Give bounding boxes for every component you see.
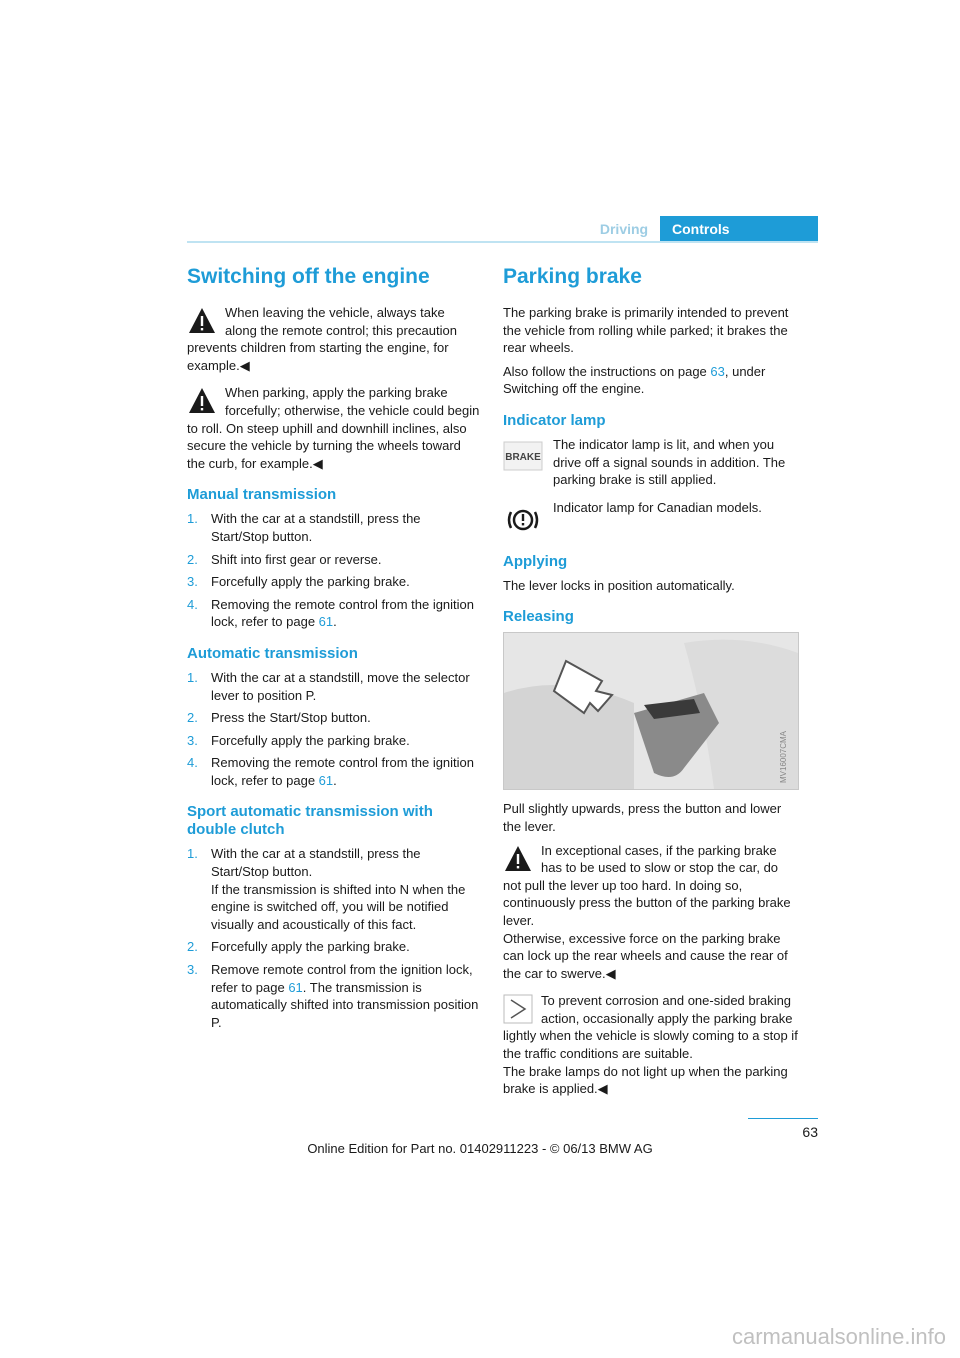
step-text: Remove remote control from the ignition lock, refer to page [211, 962, 473, 995]
indicator-lamp-text: The indicator lamp is lit, and when you drive off a signal sounds in addition. The parking brake is still applied. [553, 436, 786, 488]
watermark: carmanualsonline.info [731, 1324, 946, 1349]
step-number: 3. [187, 574, 198, 590]
indicator-lamp-row [503, 436, 799, 489]
page-reference-link[interactable]: 61 [318, 772, 334, 788]
canadian-brake-lamp-icon [503, 499, 543, 539]
list-item [187, 551, 480, 569]
photo-code: MV16007CMA [779, 731, 788, 784]
header-rule [187, 241, 818, 243]
step-text-extra: If the transmission is shifted into N when the engine is switched off, you will be notified visually and acoustically of this fact. [211, 881, 466, 932]
page-number: 63 [802, 1124, 818, 1140]
section-title-switching-off: Switching off the engine [187, 265, 430, 288]
heading-indicator-lamp: Indicator lamp [503, 411, 606, 429]
heading-releasing: Releasing [503, 608, 574, 626]
tip-text: To prevent corrosion and one-sided braking action, occasionally apply the parking brake lightly when the vehicle is slowly coming to a stop if the traffic conditions are suitable. [503, 993, 798, 1062]
intro-text: The parking brake is primarily intended to prevent the vehicle from rolling while parked; it brakes the rear wheels. [503, 305, 789, 356]
applying-text: The lever locks in position automatically. [503, 577, 735, 593]
step-number: 2. [187, 551, 198, 567]
releasing-text: Pull slightly upwards, press the button and lower the lever. [503, 801, 782, 834]
step-number: 2. [187, 939, 198, 955]
list-item [187, 732, 480, 750]
step-text: Removing the remote control from the ignition lock, refer to page [211, 596, 475, 630]
list-item [187, 961, 480, 1031]
page-number-rule [748, 1118, 818, 1119]
warning-icon [503, 844, 533, 874]
tip-note-corrosion [503, 992, 799, 1098]
heading-sport-automatic: Sport automatic transmission with double clutch [187, 803, 433, 839]
warning-note-remote [187, 304, 480, 374]
step-text-end: . [333, 614, 337, 630]
warning-text: When leaving the vehicle, always take along the remote control; this precaution prevents children from starting the engine, for example.◀ [187, 305, 457, 373]
canadian-lamp-row [503, 499, 799, 539]
warning-text-extra: Otherwise, excessive force on the parking brake can lock up the rear wheels and cause the rear of the car to swerve.◀ [503, 930, 788, 981]
step-text: Press the Start/Stop button. [211, 710, 371, 726]
step-number: 3. [187, 732, 198, 748]
steps-automatic [187, 669, 480, 790]
step-number: 3. [187, 962, 198, 978]
list-item [187, 596, 480, 631]
canadian-lamp-text: Indicator lamp for Canadian models. [553, 499, 762, 515]
steps-sport [187, 845, 480, 1031]
step-text: Forcefully apply the parking brake. [211, 574, 410, 590]
warning-text: When parking, apply the parking brake forcefully; otherwise, the vehicle could begin to roll. On steep uphill and downhill inclines, also secure the vehicle by turning the wheels toward the curb, for example.◀ [187, 385, 480, 471]
warning-note-parking [187, 384, 480, 472]
warning-icon [187, 306, 217, 336]
warning-note-exceptional [503, 842, 799, 983]
step-text-end: . The transmission is automatically shifted into transmission position P. [211, 979, 479, 1030]
steps-manual [187, 510, 480, 631]
footer-edition: Online Edition for Part no. 01402911223 - © 06/13 BMW AG [307, 1141, 653, 1156]
left-column [187, 262, 480, 1036]
heading-applying: Applying [503, 552, 568, 570]
heading-automatic-transmission: Automatic transmission [187, 644, 358, 662]
step-text: With the car at a standstill, press the Start/Stop button. [211, 846, 421, 880]
list-item [187, 845, 480, 933]
section-tab-driving: Driving [599, 221, 649, 237]
parking-brake-lever-photo [503, 632, 799, 790]
page-reference-link[interactable]: 61 [318, 614, 334, 630]
heading-manual-transmission: Manual transmission [187, 486, 337, 504]
step-text-end: . [333, 772, 337, 788]
step-text: Forcefully apply the parking brake. [211, 732, 410, 748]
also-follow-post: , under Switching off the engine. [503, 363, 766, 397]
page-reference-link[interactable]: 61 [288, 979, 303, 995]
page-reference-link[interactable]: 63 [710, 363, 725, 379]
also-follow-pre: Also follow the instructions on page [503, 363, 711, 379]
list-item [187, 573, 480, 591]
step-number: 1. [187, 511, 198, 527]
tip-text-extra: The brake lamps do not light up when the parking brake is applied.◀ [503, 1063, 788, 1097]
step-text: Forcefully apply the parking brake. [211, 939, 410, 955]
list-item [187, 510, 480, 545]
step-number: 1. [187, 846, 198, 862]
brake-lamp-icon [503, 436, 543, 476]
step-number: 2. [187, 710, 198, 726]
warning-icon [187, 386, 217, 416]
list-item [187, 938, 480, 956]
list-item [187, 754, 480, 789]
warning-text: In exceptional cases, if the parking brake has to be used to slow or stop the car, do not pull the lever up too hard. In doing so, continuously press the button of the parking brake lever. [503, 842, 791, 928]
step-text: With the car at a standstill, press the Start/Stop button. [211, 511, 421, 544]
step-text: Shift into first gear or reverse. [211, 551, 382, 567]
step-text: Removing the remote control from the ignition lock, refer to page [211, 755, 475, 788]
list-item [187, 669, 480, 704]
also-follow-text [503, 363, 799, 398]
right-column [503, 262, 799, 1108]
list-item [187, 709, 480, 727]
brake-lamp-label: BRAKE [505, 451, 541, 463]
tip-arrow-icon [503, 994, 533, 1024]
step-number: 4. [187, 596, 198, 612]
step-number: 4. [187, 755, 198, 771]
chapter-tab-controls: Controls [660, 216, 818, 242]
step-number: 1. [187, 669, 198, 685]
step-text: With the car at a standstill, move the selector lever to position P. [211, 669, 470, 703]
section-title-parking-brake: Parking brake [503, 265, 642, 288]
